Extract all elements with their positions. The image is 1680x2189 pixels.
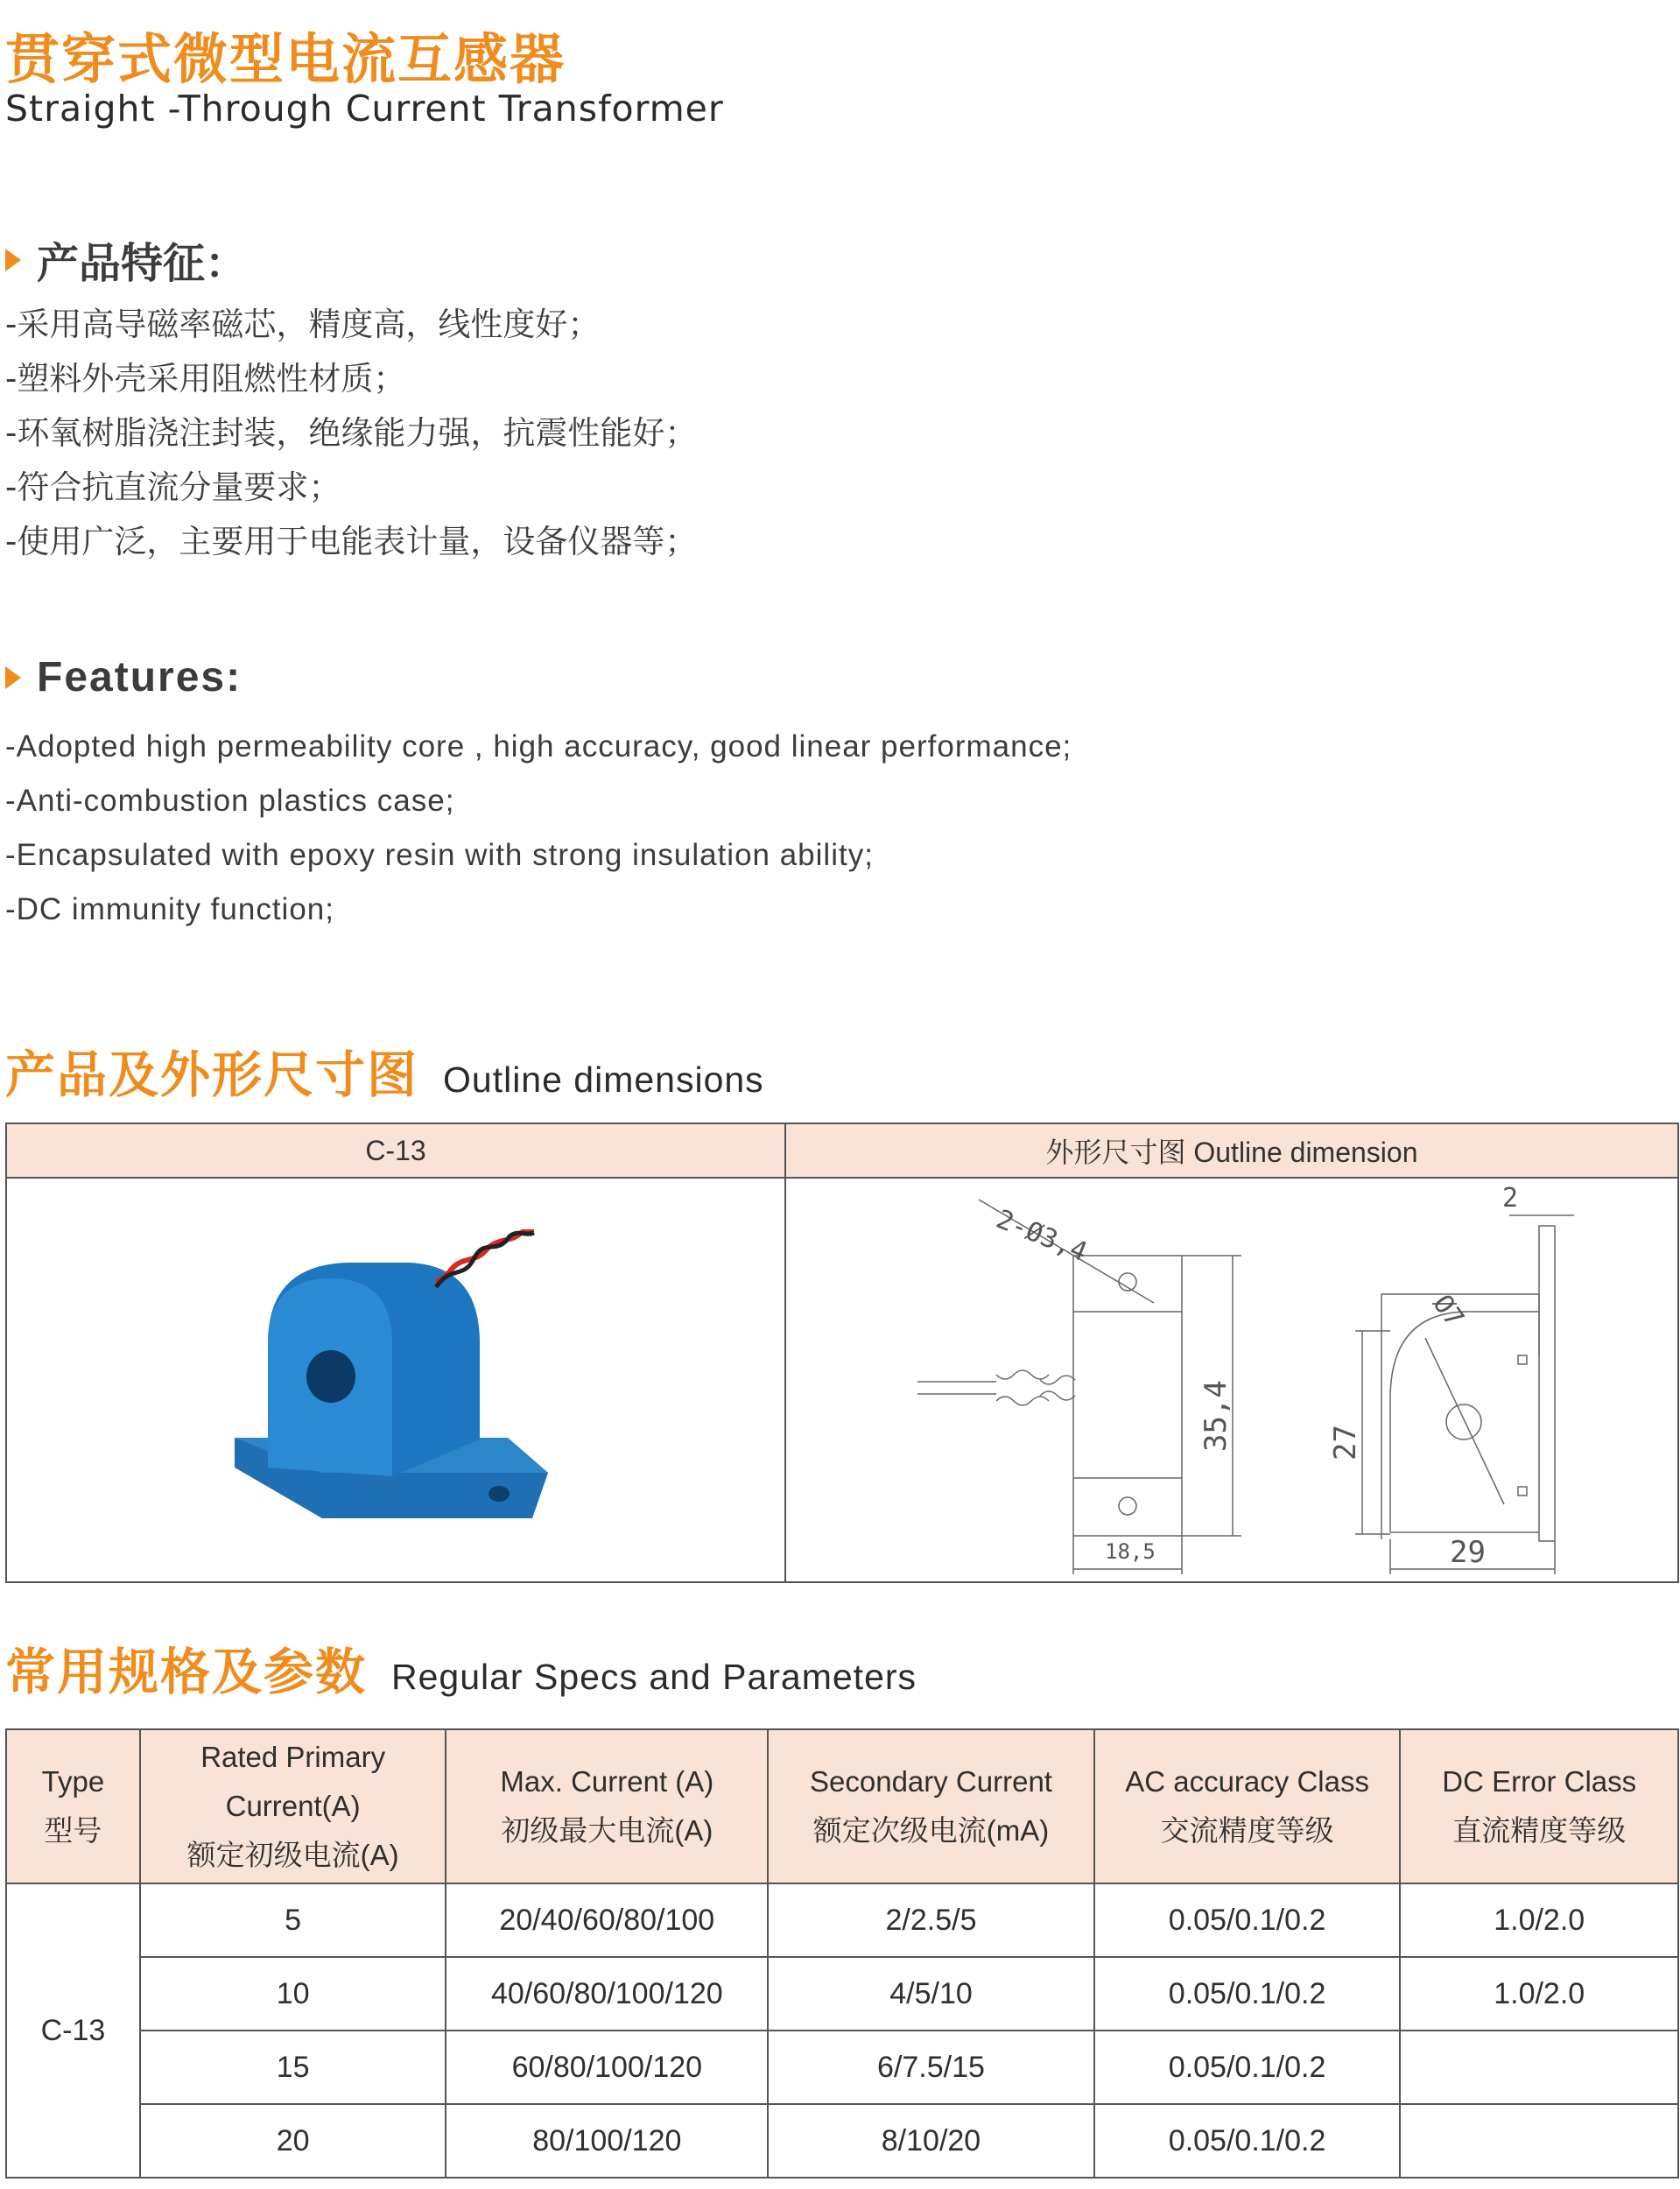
- outline-divider: [784, 1124, 786, 1581]
- table-cell: 80/100/120: [446, 2104, 768, 2178]
- list-item: -采用高导磁率磁芯，精度高，线性度好；: [5, 306, 601, 343]
- table-header-row: [6, 1729, 1678, 1883]
- table-cell: 40/60/80/100/120: [446, 1957, 768, 2031]
- page-title-en: Straight -Through Current Transformer: [5, 88, 724, 130]
- specs-heading: [5, 1632, 917, 1704]
- table-cell: 15: [140, 2031, 446, 2104]
- triangle-bullet-icon: [5, 666, 21, 689]
- table-cell: [1400, 2031, 1678, 2104]
- table-cell: 0.05/0.1/0.2: [1094, 1957, 1401, 2031]
- outline-col-right: 外形尺寸图 Outline dimension: [786, 1124, 1677, 1179]
- outline-heading: [5, 1035, 764, 1107]
- dimension-drawing: [891, 1180, 1679, 1583]
- table-cell: 1.0/2.0: [1400, 1957, 1678, 2031]
- table-cell: 20: [140, 2104, 446, 2178]
- col-type: Type 型号: [6, 1729, 140, 1883]
- hole-bottom: [1119, 1497, 1136, 1515]
- dim-depth: 29: [1450, 1535, 1486, 1570]
- table-cell: 10: [140, 1957, 446, 2031]
- table-cell: [1400, 2104, 1678, 2178]
- table-cell: 6/7.5/15: [768, 2031, 1094, 2104]
- table-row: [6, 1957, 1678, 2031]
- col-rated-primary: Rated Primary Current(A) 额定初级电流(A): [140, 1729, 446, 1883]
- outline-heading-cn: 产品及外形尺寸图: [5, 1046, 418, 1104]
- side-view-outline: [1073, 1256, 1182, 1536]
- wire-leads: [917, 1382, 996, 1394]
- dim-bore: Ø7: [1426, 1289, 1470, 1334]
- table-cell: 0.05/0.1/0.2: [1094, 2104, 1401, 2178]
- center-hole: [306, 1350, 355, 1403]
- dim-thickness: 2: [1502, 1183, 1519, 1214]
- features-cn-heading-text: 产品特征：: [37, 239, 248, 288]
- dim-body-height: 27: [1328, 1425, 1363, 1461]
- dim-holes: 2-Ø3,4: [992, 1203, 1092, 1269]
- table-cell: 0.05/0.1/0.2: [1094, 1883, 1401, 1957]
- front-view-plate: [1539, 1226, 1555, 1541]
- list-item: -符合抗直流分量要求；: [5, 468, 341, 506]
- specs-heading-cn: 常用规格及参数: [5, 1644, 367, 1701]
- list-item: -环氧树脂浇注封装，绝缘能力强，抗震性能好；: [5, 414, 698, 452]
- list-item: -Encapsulated with epoxy resin with strong insulation ability;: [5, 838, 874, 872]
- table-row: [6, 1883, 1678, 1957]
- list-item: -塑料外壳采用阻燃性材质；: [5, 360, 406, 398]
- table-cell: 8/10/20: [768, 2104, 1094, 2178]
- features-en-heading: [5, 653, 242, 701]
- table-cell: 4/5/10: [768, 1957, 1094, 2031]
- list-item: -Adopted high permeability core , high accuracy, good linear performance;: [5, 729, 1072, 764]
- col-secondary-current: Secondary Current 额定次级电流(mA): [768, 1729, 1094, 1883]
- table-cell: 5: [140, 1883, 446, 1957]
- features-cn-list: [5, 298, 697, 569]
- features-en-heading-text: Features:: [37, 654, 243, 700]
- outline-col-left: C-13: [7, 1124, 784, 1179]
- col-ac-accuracy: AC accuracy Class 交流精度等级: [1094, 1729, 1401, 1883]
- list-item: -DC immunity function;: [5, 892, 334, 926]
- product-image: [217, 1229, 602, 1527]
- type-cell: C-13: [6, 1883, 140, 2178]
- dim-width: 18,5: [1105, 1539, 1156, 1564]
- table-row: [6, 2104, 1678, 2178]
- list-item: -Anti-combustion plastics case;: [5, 784, 455, 818]
- list-item: -使用广泛，主要用于电能表计量，设备仪器等；: [5, 523, 698, 560]
- table-cell: 20/40/60/80/100: [446, 1883, 768, 1957]
- specs-table: [5, 1728, 1679, 2178]
- col-max-current: Max. Current (A) 初级最大电流(A): [446, 1729, 768, 1883]
- triangle-bullet-icon: [5, 249, 21, 271]
- specs-heading-en: Regular Specs and Parameters: [391, 1657, 917, 1697]
- bore-circle: [1446, 1404, 1481, 1439]
- col-dc-error: DC Error Class 直流精度等级: [1400, 1729, 1678, 1883]
- page-title-cn: 贯穿式微型电流互感器: [5, 27, 566, 91]
- mount-hole: [489, 1486, 510, 1502]
- wire-twist-icon: [996, 1370, 1049, 1405]
- features-cn-heading: [5, 229, 247, 290]
- table-cell: 1.0/2.0: [1400, 1883, 1678, 1957]
- table-cell: 2/2.5/5: [768, 1883, 1094, 1957]
- outline-heading-en: Outline dimensions: [443, 1059, 764, 1100]
- outline-table: [5, 1123, 1679, 1583]
- features-en-list: [5, 720, 1072, 937]
- table-cell: 0.05/0.1/0.2: [1094, 2031, 1401, 2104]
- dim-height: 35,4: [1198, 1380, 1234, 1452]
- table-row: [6, 2031, 1678, 2104]
- table-cell: 60/80/100/120: [446, 2031, 768, 2104]
